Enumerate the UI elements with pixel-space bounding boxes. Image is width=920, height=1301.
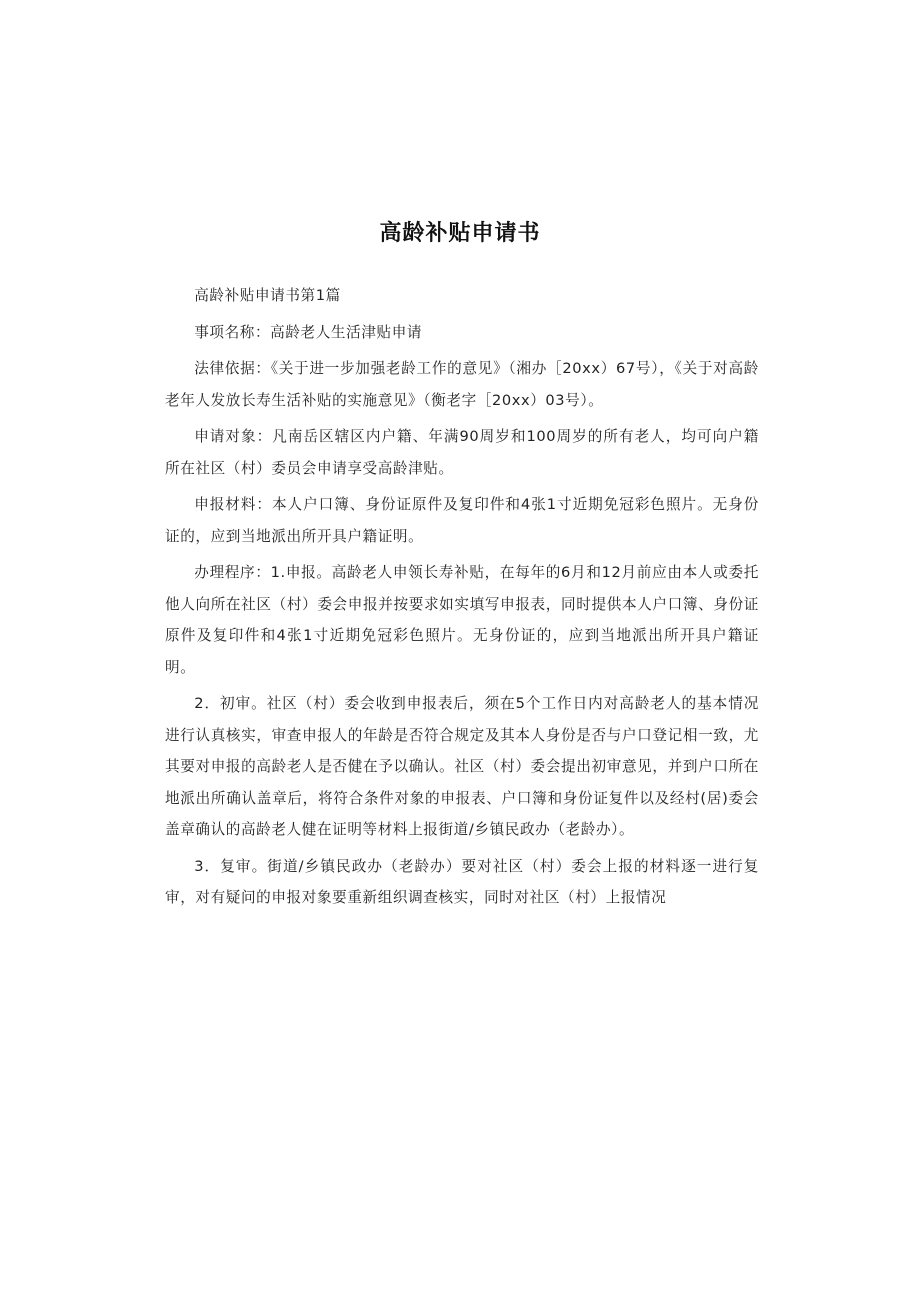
paragraph-item-name: 事项名称：高龄老人生活津贴申请 xyxy=(194,323,423,341)
paragraph-heading: 高龄补贴申请书第1篇 xyxy=(194,287,341,304)
paragraph-procedure-second-review: 3．复审。街道/乡镇民政办（老龄办）要对社区（村）委会上报的材料逐一进行复审，对有疑问的申报对象要重新组织调查核实，同时对社区（村）上报情况 xyxy=(165,857,759,906)
document-body xyxy=(165,280,759,919)
document-title: 高龄补贴申请书 xyxy=(379,221,541,246)
paragraph-procedure-initial-review: 2．初审。社区（村）委会收到申报表后，须在5个工作日内对高龄老人的基本情况进行认真核实，审查申报人的年龄是否符合规定及其本人身份是否与户口登记相一致，尤其要对申报的高龄老人是否健在予以确认。社区（村）委会提出初审意见，并到户口所在地派出所确认盖章后，将符合条件对象的申报表、户口簿和身份证复件以及经村(居)委会盖章确认的高龄老人健在证明等材料上报街道/乡镇民政办（老龄办）。 xyxy=(165,695,759,838)
paragraph-procedure-apply: 办理程序：1.申报。高龄老人申领长寿补贴，在每年的6月和12月前应由本人或委托他人向所在社区（村）委会申报并按要求如实填写申报表，同时提供本人户口簿、身份证原件及复印件和4张1寸近期免冠彩色照片。无身份证的，应到当地派出所开具户籍证明。 xyxy=(165,564,759,676)
paragraph-materials: 申报材料：本人户口簿、身份证原件及复印件和4张1寸近期免冠彩色照片。无身份证的，应到当地派出所开具户籍证明。 xyxy=(165,496,759,545)
paragraph-legal-basis: 法律依据：《关于进一步加强老龄工作的意见》（湘办［20xx）67号），《关于对高龄老年人发放长寿生活补贴的实施意见》（衡老字［20xx）03号）。 xyxy=(165,360,759,409)
paragraph-applicants: 申请对象：凡南岳区辖区内户籍、年满90周岁和100周岁的所有老人，均可向户籍所在社区（村）委员会申请享受高龄津贴。 xyxy=(165,428,759,477)
